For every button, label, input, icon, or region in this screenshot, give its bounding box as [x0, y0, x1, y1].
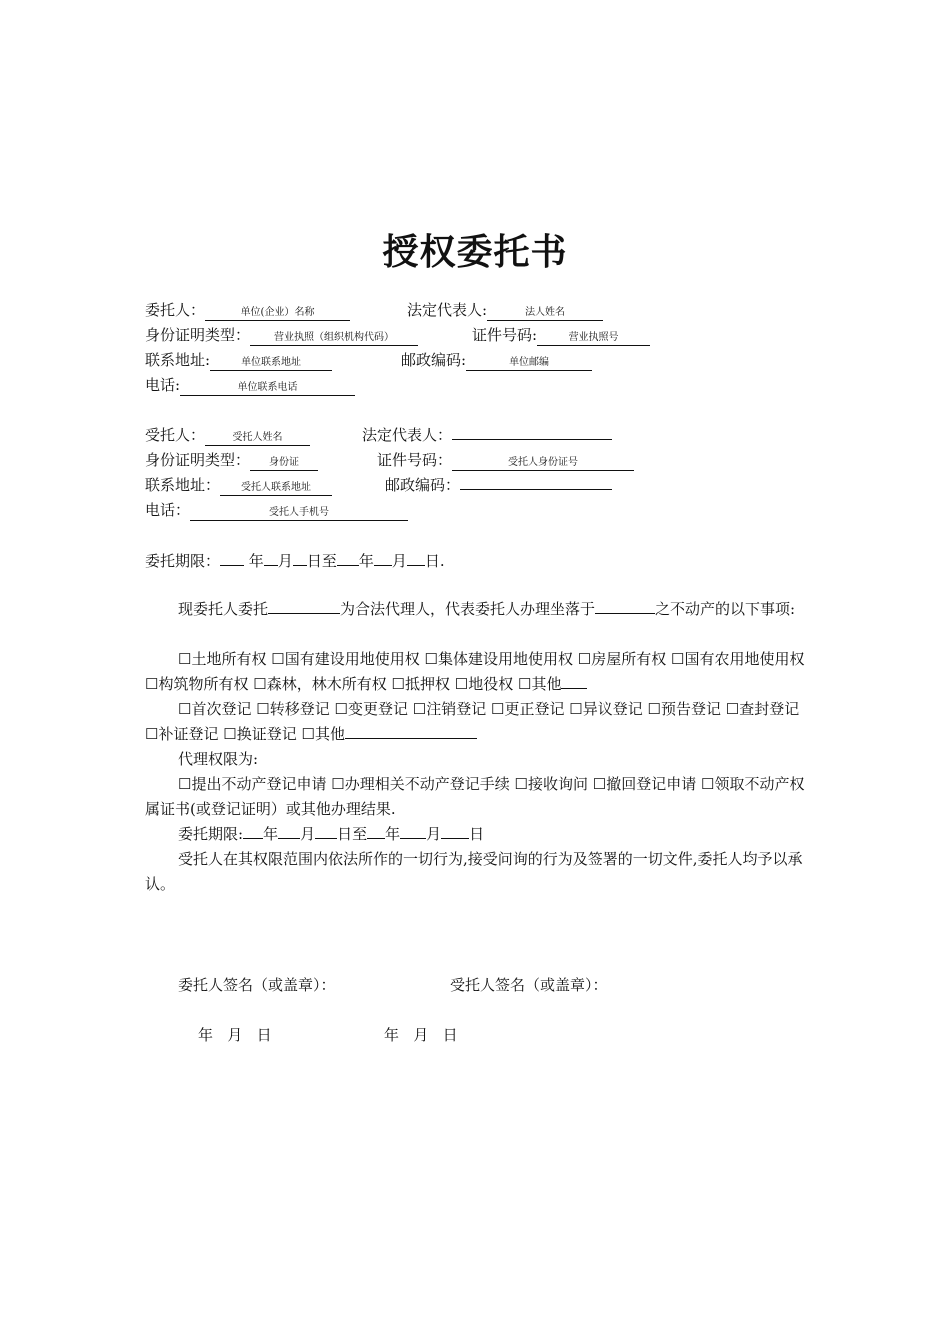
checkbox-icon[interactable]: ☐	[569, 700, 583, 718]
agent-id-no-label: 证件号码：	[377, 451, 453, 469]
checkbox-icon[interactable]: ☐	[518, 675, 532, 693]
right-option[interactable]	[671, 650, 804, 668]
agent-postcode	[385, 475, 612, 495]
registration-option[interactable]	[145, 725, 218, 743]
page-title: 授权委托书	[382, 232, 568, 273]
registration-label: 查封登记	[739, 700, 800, 718]
right-label: 房屋所有权	[591, 650, 667, 668]
right-option[interactable]	[178, 650, 266, 668]
authority-label: 办理相关不动产登记手续	[344, 775, 510, 793]
checkbox-icon[interactable]: ☐	[391, 675, 405, 693]
registration-other-field[interactable]	[345, 724, 477, 739]
period2-end-unit: 日	[469, 825, 485, 843]
principal-id-no	[472, 325, 650, 346]
authority-label: 提出不动产登记申请	[191, 775, 327, 793]
agent-id-no-field[interactable]: 受托人身份证号	[452, 456, 634, 471]
checkbox-icon[interactable]: ☐	[271, 650, 285, 668]
checkbox-icon[interactable]: ☐	[334, 700, 348, 718]
principal-legal-rep-field[interactable]: 法人姓名	[487, 306, 603, 321]
authority-option[interactable]	[178, 775, 326, 793]
principal-address-label: 联系地址:	[145, 351, 211, 369]
agent-address-label: 联系地址：	[145, 476, 221, 494]
checkbox-icon[interactable]: ☐	[725, 700, 740, 718]
registration-label: 其他	[314, 725, 345, 743]
agent-row-2	[145, 450, 318, 471]
authority-option[interactable]	[593, 775, 696, 793]
agent-postcode-label: 邮政编码：	[385, 476, 461, 494]
authority-label: 接收询问	[527, 775, 588, 793]
delegation-text-b: 为合法代理人，代表委托人办理坐落于	[340, 600, 596, 618]
authority-list	[145, 772, 810, 822]
checkbox-icon[interactable]: ☐	[301, 725, 315, 743]
right-option[interactable]	[145, 675, 248, 693]
checkbox-icon[interactable]: ☐	[256, 700, 270, 718]
period2-end-month-field[interactable]	[400, 824, 426, 839]
checkbox-icon[interactable]: ☐	[592, 775, 607, 793]
principal-postcode-field[interactable]: 单位邮编	[466, 356, 592, 371]
checkbox-icon[interactable]: ☐	[671, 650, 685, 668]
principal-label: 委托人：	[145, 301, 206, 319]
period2-label: 委托期限:	[178, 825, 244, 843]
agent-sign-date	[384, 1025, 458, 1045]
right-other-field[interactable]	[561, 674, 587, 689]
period2-day-to: 日至	[337, 825, 368, 843]
right-option[interactable]	[425, 650, 573, 668]
agent-postcode-field[interactable]	[460, 475, 612, 490]
agent-row-1	[145, 425, 310, 446]
registration-label: 补证登记	[158, 725, 219, 743]
principal-name-field[interactable]: 单位(企业）名称	[205, 306, 350, 321]
right-label: 抵押权	[404, 675, 450, 693]
right-option[interactable]	[271, 650, 419, 668]
period2-start-month-field[interactable]	[278, 824, 300, 839]
agent-row-4	[145, 500, 408, 521]
checkbox-icon[interactable]: ☐	[178, 650, 192, 668]
registration-label: 注销登记	[426, 700, 487, 718]
principal-signature-label[interactable]: 委托人签名（或盖章）：	[178, 976, 336, 994]
right-label: 森林，林木所有权	[266, 675, 387, 693]
right-label: 国有建设用地使用权	[284, 650, 420, 668]
agent-legal-rep-label: 法定代表人：	[362, 426, 453, 444]
period2-line	[145, 822, 810, 847]
checkbox-icon[interactable]: ☐	[253, 675, 267, 693]
period2-end-day-field[interactable]	[441, 824, 469, 839]
period-end-month-field[interactable]	[374, 551, 392, 566]
delegation-paragraph	[145, 597, 810, 622]
principal-date-day: 日	[256, 1026, 272, 1044]
period-end-year-field[interactable]	[337, 551, 359, 566]
principal-legal-rep	[407, 300, 603, 321]
registration-label: 预告登记	[660, 700, 721, 718]
right-label: 地役权	[468, 675, 514, 693]
right-label: 构筑物所有权	[158, 675, 249, 693]
registration-label: 变更登记	[347, 700, 408, 718]
period-end-day-field[interactable]	[407, 551, 425, 566]
principal-row-3	[145, 350, 332, 371]
registration-list	[145, 697, 810, 747]
property-location-field[interactable]	[595, 599, 655, 614]
principal-date-year: 年	[198, 1026, 214, 1044]
delegation-text-c: 之不动产的以下事项:	[655, 600, 796, 618]
principal-sign-date	[198, 1025, 272, 1045]
checkbox-icon[interactable]: ☐	[178, 700, 192, 718]
principal-id-type-field[interactable]: 营业执照（组织机构代码）	[250, 331, 418, 346]
registration-label: 转移登记	[269, 700, 330, 718]
registration-option[interactable]	[726, 700, 799, 718]
period2-month-unit-2: 月	[426, 825, 442, 843]
agent-label: 受托人：	[145, 426, 206, 444]
right-option[interactable]	[392, 675, 450, 693]
period-end-unit: 日.	[424, 552, 445, 570]
principal-address-field[interactable]: 单位联系地址	[210, 356, 332, 371]
right-label: 土地所有权	[191, 650, 267, 668]
checkbox-icon[interactable]: ☐	[223, 725, 237, 743]
right-option[interactable]	[455, 675, 513, 693]
checkbox-icon[interactable]: ☐	[178, 775, 192, 793]
period-day-to: 日至	[306, 552, 337, 570]
period2-start-year-field[interactable]	[243, 824, 263, 839]
checkbox-icon[interactable]: ☐	[577, 650, 592, 668]
authority-option[interactable]	[515, 775, 588, 793]
period-year-unit-2: 年	[358, 552, 374, 570]
statement-paragraph: 受托人在其权限范围内依法所作的一切行为,接受问询的行为及签署的一切文件,委托人均予以承认。	[145, 850, 803, 893]
right-option[interactable]	[518, 675, 561, 693]
registration-label: 首次登记	[191, 700, 252, 718]
registration-option[interactable]	[223, 725, 296, 743]
checkbox-icon[interactable]: ☐	[454, 675, 469, 693]
registration-option[interactable]	[178, 700, 251, 718]
period2-end-year-field[interactable]	[367, 824, 385, 839]
registration-option[interactable]	[491, 700, 564, 718]
checkbox-icon[interactable]: ☐	[491, 700, 505, 718]
agent-id-type-label: 身份证明类型：	[145, 451, 251, 469]
agent-date-year: 年	[384, 1026, 400, 1044]
period2-year-unit: 年	[263, 825, 279, 843]
checkbox-icon[interactable]: ☐	[647, 700, 661, 718]
checkbox-icon[interactable]: ☐	[412, 700, 427, 718]
registration-option[interactable]	[648, 700, 721, 718]
agent-id-no	[377, 450, 634, 471]
period-start-month-field[interactable]	[264, 551, 278, 566]
principal-row-2	[145, 325, 418, 346]
registration-option[interactable]	[256, 700, 329, 718]
principal-row-4	[145, 375, 355, 396]
principal-legal-rep-label: 法定代表人:	[407, 301, 488, 319]
checkbox-icon[interactable]: ☐	[145, 675, 159, 693]
agent-phone-label: 电话：	[145, 501, 191, 519]
right-label: 其他	[531, 675, 562, 693]
principal-postcode	[401, 350, 592, 371]
agent-row-3	[145, 475, 332, 496]
period-line	[145, 551, 445, 571]
checkbox-icon[interactable]: ☐	[331, 775, 345, 793]
period2-month-unit: 月	[300, 825, 316, 843]
agent-date-day: 日	[442, 1026, 458, 1044]
agent-legal-rep-field[interactable]	[452, 425, 612, 440]
registration-label: 更正登记	[504, 700, 565, 718]
checkbox-icon[interactable]: ☐	[514, 775, 528, 793]
registration-option[interactable]	[335, 700, 408, 718]
right-label: 国有农用地使用权	[684, 650, 805, 668]
right-label: 集体建设用地使用权	[437, 650, 573, 668]
period2-year-unit-2: 年	[385, 825, 401, 843]
period2-start-day-field[interactable]	[315, 824, 337, 839]
registration-option[interactable]	[413, 700, 486, 718]
principal-phone-field[interactable]: 单位联系电话	[180, 381, 355, 396]
principal-row-1	[145, 300, 350, 321]
authority-option[interactable]	[331, 775, 509, 793]
period-start-year-field[interactable]	[220, 551, 244, 566]
registration-option[interactable]	[302, 725, 345, 743]
period-month-unit: 月	[277, 552, 293, 570]
agent-date-month: 月	[413, 1026, 429, 1044]
principal-phone-label: 电话:	[145, 376, 181, 394]
checkbox-icon[interactable]: ☐	[145, 725, 159, 743]
principal-postcode-label: 邮政编码:	[401, 351, 467, 369]
agent-blank-field[interactable]	[268, 599, 340, 614]
authority-label: 代理权限为:	[178, 750, 259, 768]
period-start-day-field[interactable]	[293, 551, 307, 566]
principal-date-month: 月	[227, 1026, 243, 1044]
checkbox-icon[interactable]: ☐	[424, 650, 438, 668]
registration-option[interactable]	[569, 700, 642, 718]
period-label: 委托期限：	[145, 552, 221, 570]
authority-label: 撤回登记申请	[606, 775, 697, 793]
agent-id-type-field[interactable]: 身份证	[250, 456, 318, 471]
registration-label: 异议登记	[582, 700, 643, 718]
agent-address-field[interactable]: 受托人联系地址	[220, 481, 332, 496]
agent-legal-rep	[362, 425, 612, 445]
principal-id-no-label: 证件号码:	[472, 326, 538, 344]
period-month-unit-2: 月	[391, 552, 407, 570]
agent-phone-field[interactable]: 受托人手机号	[190, 506, 408, 521]
delegation-text-a: 现委托人委托	[178, 600, 269, 618]
right-option[interactable]	[253, 675, 386, 693]
agent-signature-label[interactable]: 受托人签名（或盖章）：	[450, 976, 608, 994]
checkbox-icon[interactable]: ☐	[701, 775, 715, 793]
rights-list	[145, 647, 810, 697]
registration-label: 换证登记	[236, 725, 297, 743]
authority-label: 领取不动产权属证书(或登记证明）或其他办理结果.	[145, 775, 805, 818]
right-option[interactable]	[578, 650, 666, 668]
period-year-unit: 年	[248, 552, 264, 570]
principal-id-type-label: 身份证明类型：	[145, 326, 251, 344]
principal-id-no-field[interactable]: 营业执照号	[537, 331, 650, 346]
agent-name-field[interactable]: 受托人姓名	[205, 431, 310, 446]
